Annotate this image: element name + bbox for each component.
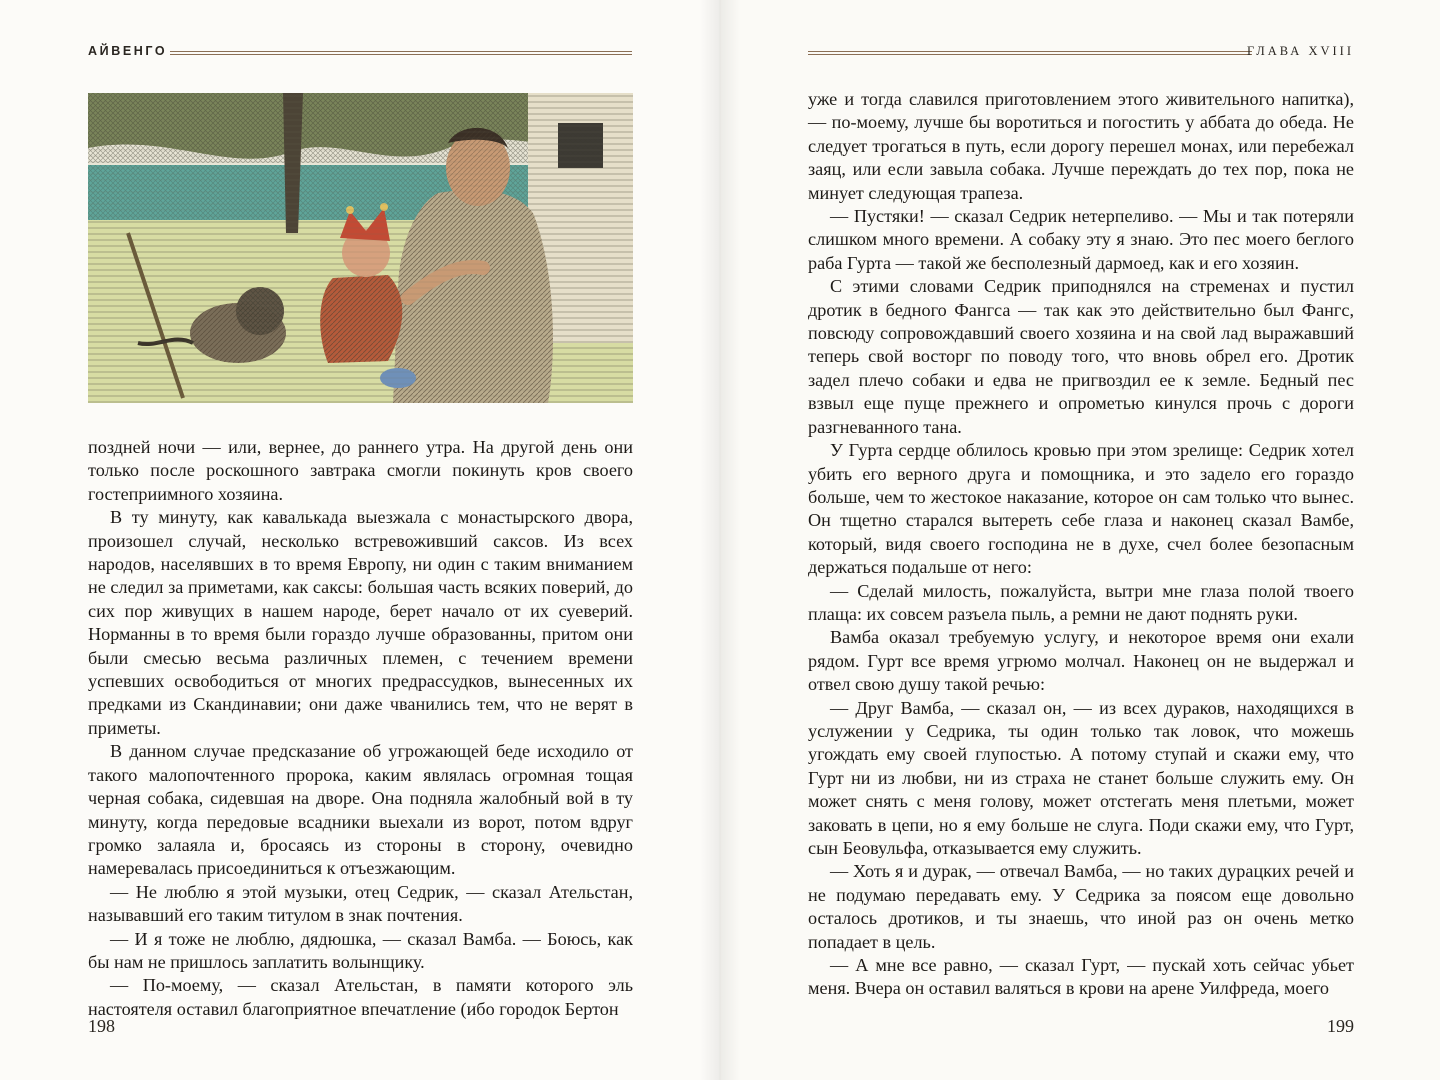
paragraph: — Пустяки! — сказал Седрик нетерпеливо. — Мы и так потеряли слишком много времени. А собаку эту я знаю. Это пес моего беглого раба Гурта — такой же бесполезный дармоед, как и его хозяин. — [808, 206, 1354, 273]
paragraph: — Сделай милость, пожалуйста, вытри мне глаза полой твоего плаща: их совсем разъела пыль, а ремни не дают поднять руки. — [808, 580, 1354, 624]
book-gutter-shadow — [700, 0, 740, 1080]
paragraph: — По-моему, — сказал Ательстан, в памяти которого эль настоятеля оставил благоприятное впечатление (ибо городок Бертон — [88, 975, 633, 1019]
paragraph: — И я тоже не люблю, дядюшка, — сказал Вамба. — Боюсь, как бы нам не пришлось заплатить волынщику. — [88, 928, 633, 972]
right-page — [720, 0, 1440, 1080]
paragraph: — Друг Вамба, — сказал он, — из всех дураков, находящихся в услужении у Седрика, ты один только так ловок, что можешь угождать ему своей глупостью. А потому ступай и скажи ему, что Гурт ни из любви, ни из страха не станет больше служить ему. Он может снять с меня голову, может отстегать меня плетьми, может заковать в цепи, но я ему больше не слуга. Поди скажи ему, что Гурт, сын Беовульфа, отказывается ему служить. — [808, 697, 1354, 858]
paragraph: С этими словами Седрик приподнялся на стременах и пустил дротик в бедного Фангса — так как это действительно был Фангс, повсюду сопровождавший своего хозяина и на свой лад выражавший теперь свой восторг по поводу того, что вновь обрел его. Дротик задел плечо собаки и едва не пригвоздил ее к земле. Бедный пес взвыл еще пуще прежнего и опрометью кинулся прочь с дороги разгневанного тана. — [808, 276, 1354, 437]
paragraph: В ту минуту, как кавалькада выезжала с монастырского двора, произошел случай, несколько встревоживший саксов. Из всех народов, населявших в то время Европу, ни один с таким вниманием не следил за приметами, как саксы: большая часть всяких поверий, до сих пор живущих в нашем народе, берет начало от их суеверий. Норманны в то время были гораздо лучше образованны, притом они были смесью весьма различных племен, с течением времени успевших освободиться от многих предрассудков, вынесенных их предками из Скандинавии; они даже чванились тем, что не верят в приметы. — [88, 507, 633, 738]
running-head-chapter: ГЛАВА XVIII — [1246, 44, 1354, 58]
right-page-text — [808, 88, 1354, 1001]
left-page-text — [88, 436, 633, 1021]
page-number: 199 — [1327, 1016, 1354, 1036]
running-head-book-title: АЙВЕНГО — [88, 44, 168, 58]
paragraph: Вамба оказал требуемую услугу, и некоторое время они ехали рядом. Гурт все время угрюмо молчал. Наконец он не выдержал и отвел свою душу такой речью: — [808, 627, 1354, 695]
header-rule — [170, 51, 632, 55]
paragraph: поздней ночи — или, вернее, до раннего утра. На другой день они только после роскошного завтрака смогли покинуть кров своего гостеприимного хозяина. — [88, 437, 633, 504]
jester-and-man-with-dog-illustration — [88, 93, 633, 403]
paragraph: уже и тогда славился приготовлением этого живительного напитка), — по-моему, лучше бы воротиться и погостить у аббата до обеда. Не следует трогаться в путь, если дорогу перешел монах, или перебежал заяц, или если завыла собака. Лучше переждать до тех пор, пока не минует следующая трапеза. — [808, 89, 1354, 203]
paragraph: У Гурта сердце облилось кровью при этом зрелище: Седрик хотел убить его верного друга и помощника, и это задело его гораздо больше, чем то жестокое наказание, которое он сам только что вынес. Он тщетно старался вытереть себе глаза и наконец сказал Вамбе, который, видя своего господина не в духе, счел более безопасным держаться подальше от него: — [808, 440, 1354, 578]
paragraph: В данном случае предсказание об угрожающей беде исходило от такого малопочтенного пророка, каким являлась огромная тощая черная собака, сидевшая на дворе. Она подняла жалобный вой в ту минуту, когда передовые всадники выехали из ворот, потом вдруг громко залаяла и, бросаясь из стороны в сторону, очевидно намеревалась присоединиться к отъезжающим. — [88, 741, 633, 879]
paragraph: — Хоть я и дурак, — отвечал Вамба, — но таких дурацких речей и не подумаю передавать ему. У Седрика за поясом еще довольно осталось дротиков, и ты знаешь, что иной раз он очень метко попадает в цель. — [808, 861, 1354, 952]
paragraph: — А мне все равно, — сказал Гурт, — пускай хоть сейчас убьет меня. Вчера он оставил валяться в крови на арене Уилфреда, моего — [808, 955, 1354, 999]
page-number: 198 — [88, 1016, 115, 1036]
paragraph: — Не люблю я этой музыки, отец Седрик, — сказал Ательстан, называвший его таким титулом в знак почтения. — [88, 881, 633, 926]
header-rule — [808, 51, 1252, 55]
